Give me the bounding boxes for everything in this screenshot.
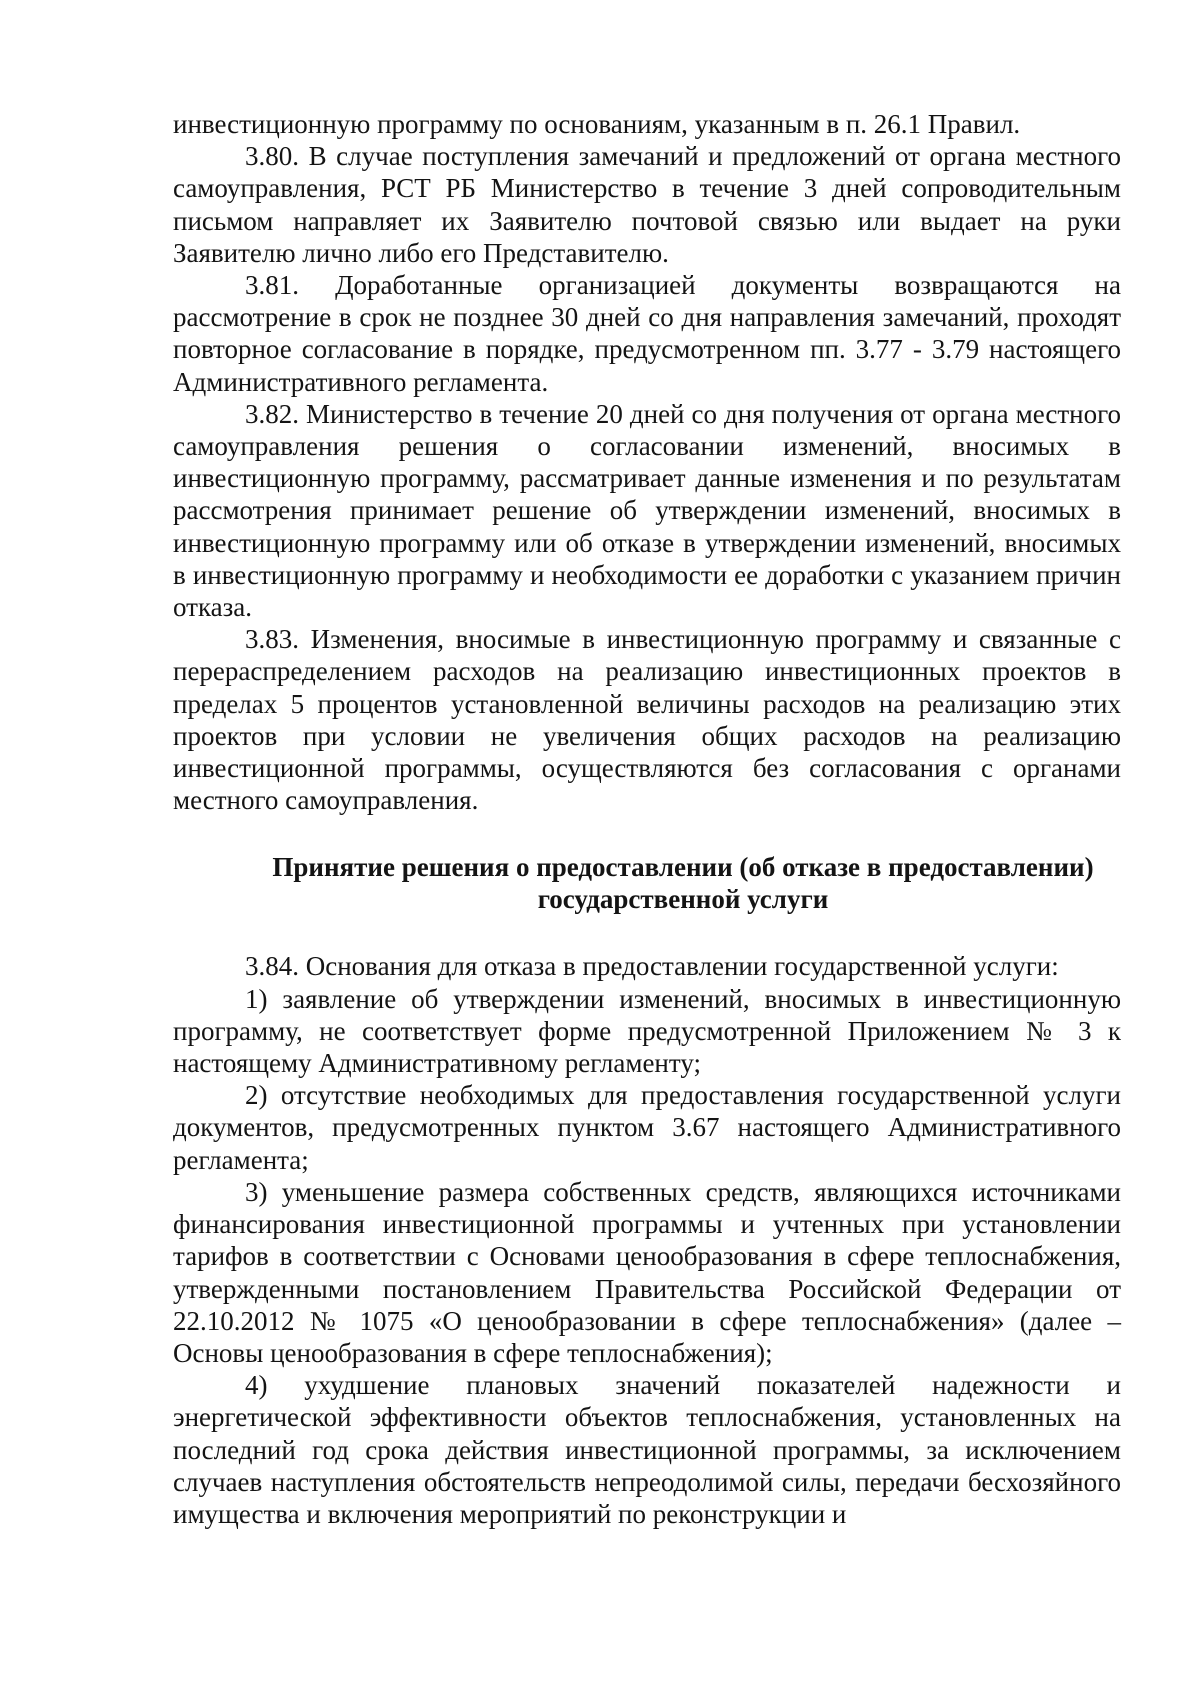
section-heading-line-1: Принятие решения о предоставлении (об отказе в предоставлении) bbox=[272, 852, 1094, 883]
section-heading bbox=[173, 851, 1121, 915]
paragraph-3-80: 3.80. В случае поступления замечаний и предложений от органа местного самоуправления, РСТ РБ Министерство в течение 3 дней сопроводительным письмом направляет их Заявителю почтовой связью или выдает на руки Заявителю лично либо его Представителю. bbox=[173, 141, 1121, 268]
paragraph-3-84: 3.84. Основания для отказа в предоставлении государственной услуги: bbox=[245, 951, 1059, 982]
paragraph-3-81: 3.81. Доработанные организацией документы возвращаются на рассмотрение в срок не позднее 30 дней со дня направления замечаний, проходят повторное согласование в порядке, предусмотренном пп. 3.77 - 3.79 настоящего Административного регламента. bbox=[173, 270, 1121, 397]
paragraph-3-84-item-1: 1) заявление об утверждении изменений, вносимых в инвестиционную программу, не соответствует форме предусмотренной Приложением № 3 к настоящему Административному регламенту; bbox=[173, 983, 1121, 1079]
paragraph-3-83: 3.83. Изменения, вносимые в инвестиционную программу и связанные с перераспределением расходов на реализацию инвестиционных проектов в пределах 5 процентов установленной величины расходов на реализацию этих проектов при условии не увеличения общих расходов на реализацию инвестиционной программы, осуществляются без согласования с органами местного самоуправления. bbox=[173, 624, 1121, 816]
paragraph-3-84-item-4: 4) ухудшение плановых значений показателей надежности и энергетической эффективности объектов теплоснабжения, установленных на последний год срока действия инвестиционной программы, за исключением случаев наступления обстоятельств непреодолимой силы, передачи бесхозяйного имущества и включения мероприятий по реконструкции и bbox=[173, 1370, 1121, 1529]
paragraph-3-82: 3.82. Министерство в течение 20 дней со дня получения от органа местного самоуправления решения о согласовании изменений, вносимых в инвестиционную программу, рассматривает данные изменения и по результатам рассмотрения принимает решение об утверждении изменений, вносимых в инвестиционную программу или об отказе в утверждении изменений, вносимых в инвестиционную программу и необходимости ее доработки с указанием причин отказа. bbox=[173, 398, 1121, 623]
section-heading-line-2: государственной услуги bbox=[537, 884, 829, 915]
paragraph-continuation: инвестиционную программу по основаниям, указанным в п. 26.1 Правил. bbox=[173, 109, 1021, 139]
paragraph-3-84-item-2: 2) отсутствие необходимых для предоставления государственной услуги документов, предусмотренных пунктом 3.67 настоящего Административного регламента; bbox=[173, 1080, 1121, 1175]
paragraph-3-84-item-3: 3) уменьшение размера собственных средств, являющихся источниками финансирования инвестиционной программы и учтенных при установлении тарифов в соответствии с Основами ценообразования в сфере теплоснабжения, утвержденными постановлением Правительства Российской Федерации от 22.10.2012 № 1075 «О ценообразовании в сфере теплоснабжения» (далее – Основы ценообразования в сфере теплоснабжения); bbox=[173, 1176, 1121, 1368]
document-page bbox=[173, 108, 1121, 1668]
